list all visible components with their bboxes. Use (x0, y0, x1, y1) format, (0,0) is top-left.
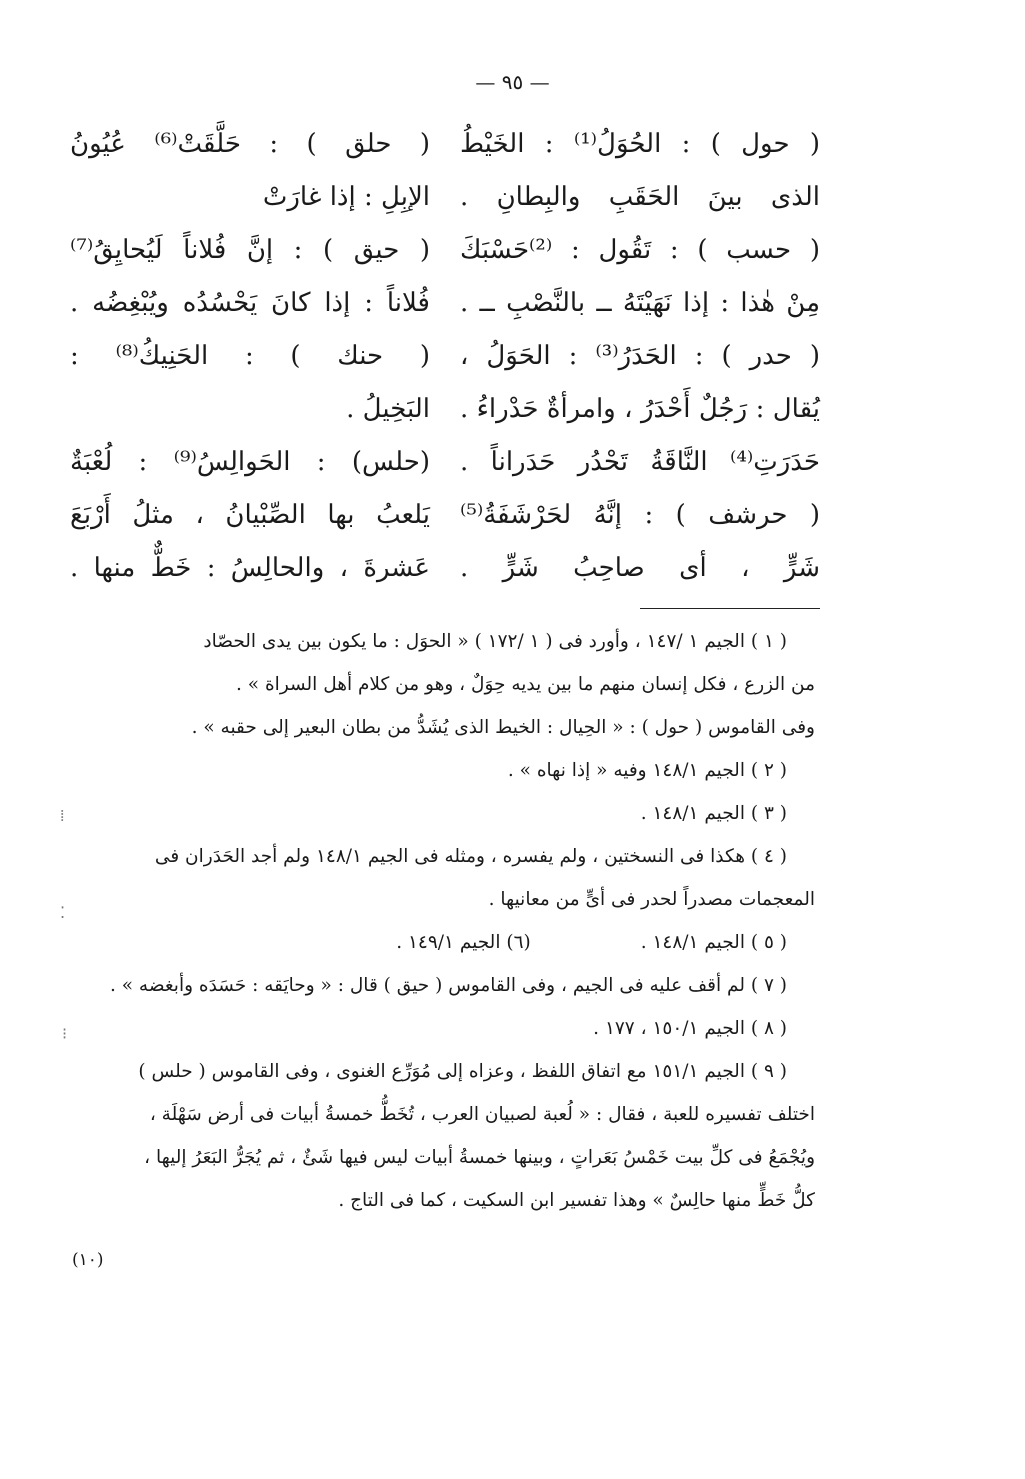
entry-line: حَدَرَتِ⁽⁴⁾ النَّاقَةُ تَحْدُر حَدَراناً . (460, 447, 820, 477)
footnote-line: ( ٧ ) لم أقف عليه فى الجيم ، وفى القاموس ( حيق ) قال : « وحايَقه : حَسَدَه وأبغضه » . (109, 975, 787, 996)
scan-mark: ⁚ (60, 903, 66, 922)
entry-line: عَشرةَ ، والحالِسُ : خَطٌّ منها . (70, 553, 430, 583)
entry-line: ( حرشف ) : إنَّهُ لحَرْشَفَةُ⁽⁵⁾ (460, 500, 820, 530)
footnote-line: اختلف تفسيره للعبة ، فقال : « لُعبة لصبيان العرب ، تُخَطُّ خمسةُ أبيات فى أرض سَهْلَة ، (149, 1104, 815, 1125)
entry-line: ( حيق ) : إنَّ فُلاناً لَيُحايِقُ⁽⁷⁾ (70, 235, 430, 265)
footnote-pair (210, 921, 815, 964)
footnote-line: وفى القاموس ( حول ) : « الحِيال : الخيط الذى يُشَدُّ من بطان البعير إلى حقبه » . (191, 717, 815, 738)
page-number: — ٩٥ — (475, 70, 550, 94)
footnote-line: ( ٨ ) الجيم ١٥٠/١ ، ١٧٧ . (593, 1018, 787, 1039)
entry-line: البَخِيلُ . (346, 394, 430, 424)
footnotes (109, 620, 815, 1222)
entry-line: ( حسب ) : تَقُول : ⁽²⁾حَسْبَكَ (460, 235, 820, 265)
spacer (531, 921, 641, 964)
entry-line: الإبِلِ : إذا غارَتْ (262, 182, 430, 212)
scan-mark: ⁞ (60, 806, 65, 825)
footnote-divider (640, 608, 820, 609)
signature-mark: (١٠) (72, 1250, 104, 1270)
right-column (460, 118, 820, 595)
entry-line: (حلس) : الحَوالِسُ⁽⁹⁾ : لُعْبَةٌ (70, 447, 430, 477)
footnote-line: المعجمات مصدراً لحدر فى أىٍّ من معانيها . (488, 889, 815, 910)
footnote-line: ( ١ ) الجيم ١ /١٤٧ ، وأورد فى ( ١ /١٧٢ ) « الحوَل : ما يكون بين يدى الحصّاد (203, 631, 787, 652)
entry-line: ( حنك ) : الحَنِيكُ⁽⁸⁾ : (70, 341, 430, 371)
footnote-line: كلُّ خَطٍّ منها حالِسٌ » وهذا تفسير ابن السكيت ، كما فى التاج . (338, 1190, 815, 1211)
entry-line: فُلاناً : إذا كانَ يَحْسُدُه ويُبْغِضُه . (70, 288, 430, 318)
footnote-line: من الزرع ، فكل إنسان منهم ما بين يديه حِوَلٌ ، وهو من كلام أهل السراة » . (236, 674, 815, 695)
entry-line: ( حدر ) : الحَدَرُ⁽³⁾ : الحَوَلُ ، (460, 341, 820, 371)
entry-line: ( حول ) : الحُوَلُ⁽¹⁾ : الخَيْطُ (460, 129, 820, 159)
footnote-5: ( ٥ ) الجيم ١٤٨/١ . (640, 932, 787, 953)
entry-line: مِنْ هٰذا : إذا نَهَيْتَهُ ــ بالنَّصْبِ ــ . (460, 288, 820, 318)
entry-line: ( حلق ) : حَلَّقَتْ⁽⁶⁾ عُيُونُ (70, 129, 430, 159)
footnote-line: ( ٤ ) هكذا فى النسختين ، ولم يفسره ، ومثله فى الجيم ١٤٨/١ ولم أجد الحَدَران فى (154, 846, 787, 867)
footnote-line: ( ٩ ) الجيم ١٥١/١ مع اتفاق اللفظ ، وعزاه إلى مُوَرِّع الغنوى ، وفى القاموس ( حلس ) (138, 1061, 787, 1082)
entry-line: يَلعبُ بها الصِّبْيانُ ، مثلُ أَرْبَعَ (70, 500, 430, 530)
left-column (70, 118, 430, 595)
footnote-line: ويُجْمَعُ فى كلِّ بيت خَمْسُ بَعَراتٍ ، وبينها خمسةُ أبيات ليس فيها شَئٌ ، ثم يُجَرُّ البَعَرُ إليها ، (144, 1147, 815, 1168)
scan-mark: ⁝ (62, 1024, 68, 1043)
footnote-line: ( ٢ ) الجيم ١٤٨/١ وفيه « إذا نهاه » . (507, 760, 787, 781)
entry-line: الذى بينَ الحَقَبِ والبِطانِ . (460, 182, 820, 212)
entry-line: يُقال : رَجُلٌ أَحْدَرُ ، وامرأةٌ حَدْراءُ . (460, 394, 820, 424)
footnote-line: ( ٣ ) الجيم ١٤٨/١ . (640, 803, 787, 824)
footnote-6: (٦) الجيم ١٤٩/١ . (396, 932, 531, 953)
entry-line: شَرٍّ ، أى صاحِبُ شَرٍّ . (460, 553, 820, 583)
